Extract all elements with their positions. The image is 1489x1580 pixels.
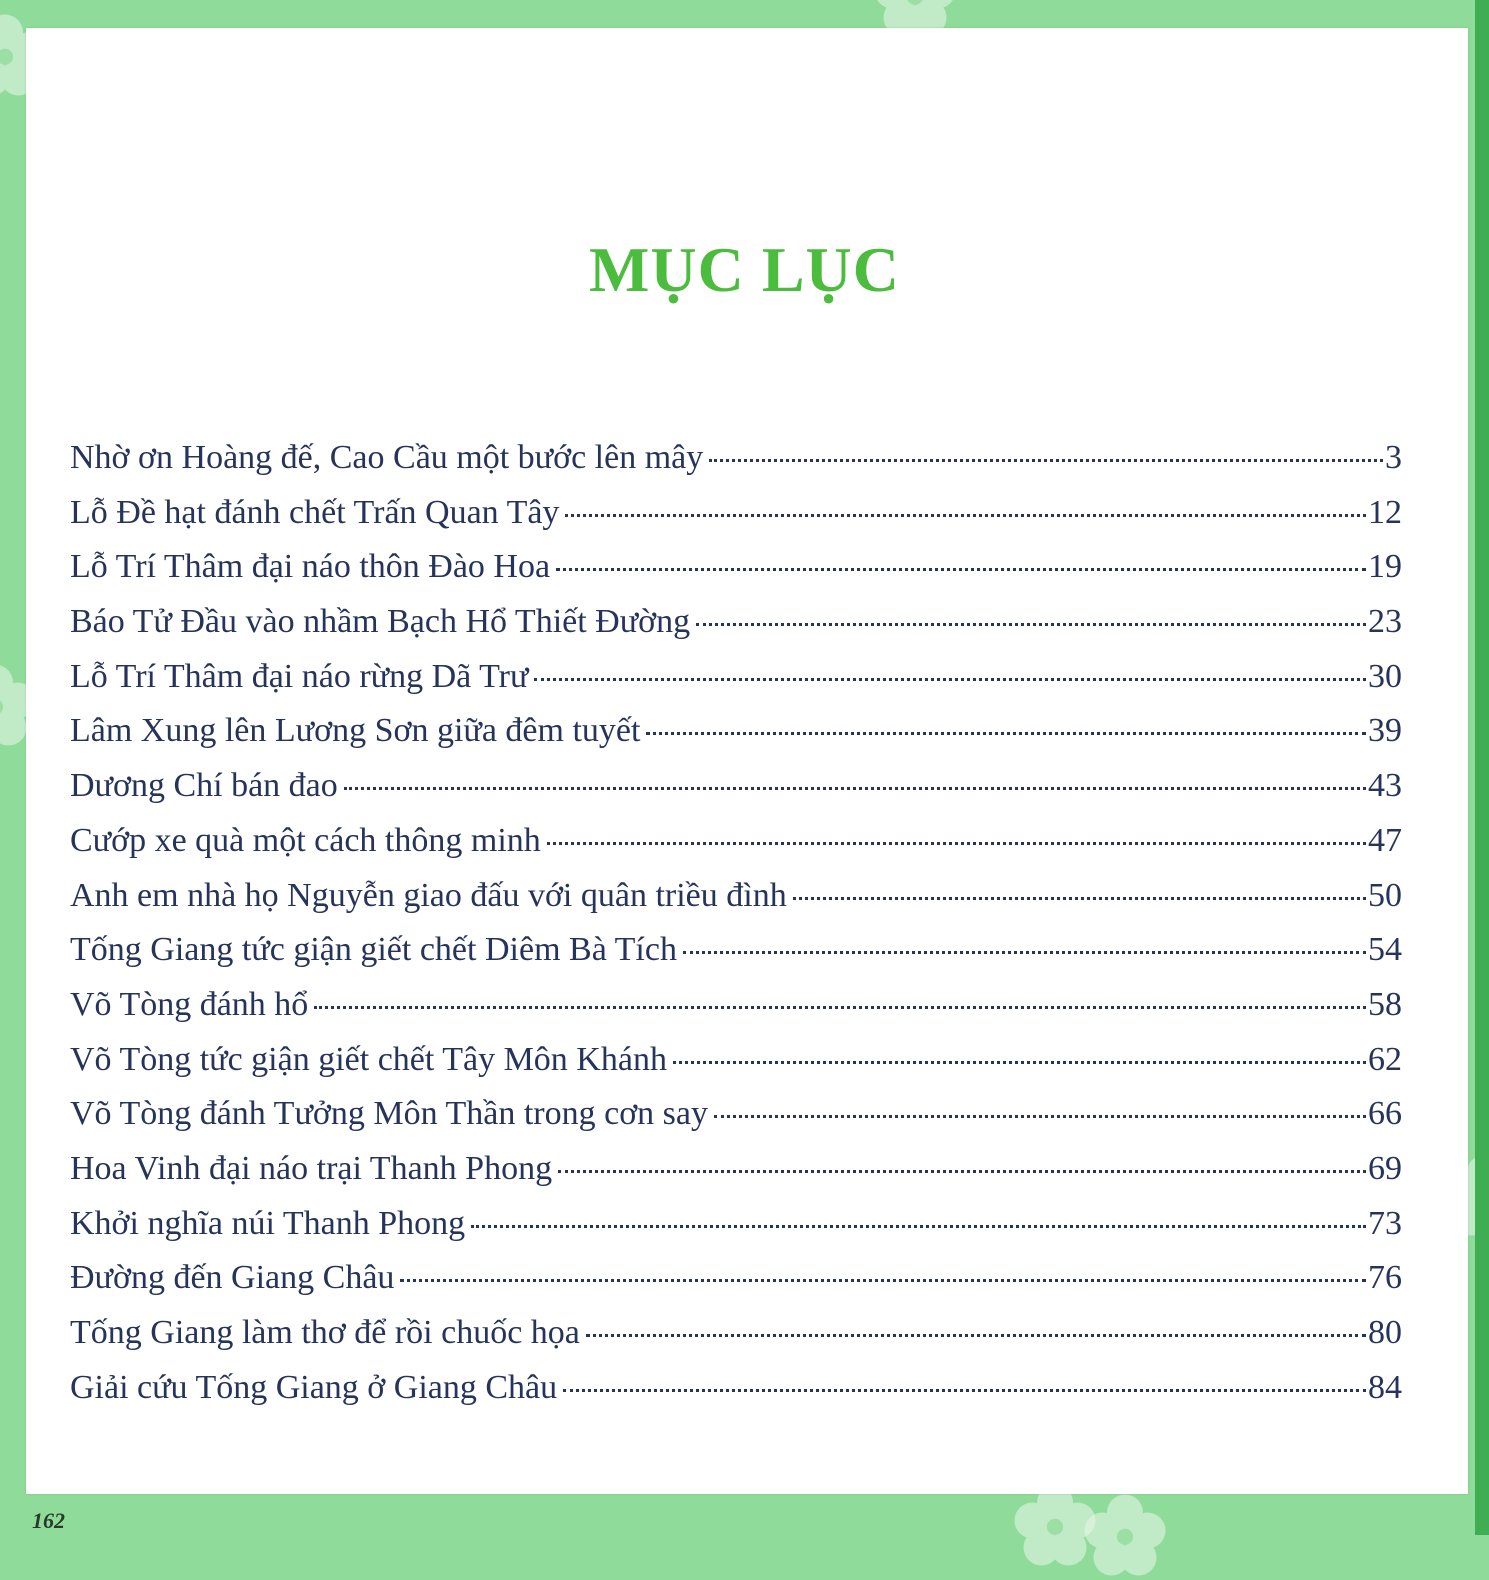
toc-entry: [70, 931, 1402, 986]
toc-entry-page: 19: [1368, 548, 1402, 586]
toc-entry-title: Dương Chí bán đao: [70, 767, 338, 805]
toc-entry-title: Báo Tử Đầu vào nhầm Bạch Hổ Thiết Đường: [70, 603, 690, 641]
toc-entry-title: Lỗ Đề hạt đánh chết Trấn Quan Tây: [70, 494, 559, 532]
toc-entry-title: Lỗ Trí Thâm đại náo thôn Đào Hoa: [70, 548, 550, 586]
dot-leader: [565, 514, 1366, 517]
page-title: MỤC LỤC: [0, 232, 1489, 309]
toc-entry: [70, 1205, 1402, 1260]
toc-entry: [70, 767, 1402, 822]
toc-entry-page: 23: [1368, 603, 1402, 641]
toc-entry-page: 39: [1368, 712, 1402, 750]
toc-entry-title: Võ Tòng đánh Tưởng Môn Thần trong cơn say: [70, 1095, 708, 1133]
dot-leader: [714, 1115, 1366, 1118]
toc-entry: [70, 439, 1402, 494]
toc-entry-title: Nhờ ơn Hoàng đế, Cao Cầu một bước lên mây: [70, 439, 703, 477]
dot-leader: [683, 951, 1366, 954]
toc-entry: [70, 548, 1402, 603]
toc-entry-page: 73: [1368, 1205, 1402, 1243]
toc-entry: [70, 603, 1402, 658]
toc-entry-title: Võ Tòng đánh hổ: [70, 986, 308, 1024]
toc-entry: [70, 1259, 1402, 1314]
toc-entry-title: Cướp xe quà một cách thông minh: [70, 822, 541, 860]
right-edge-band: [1475, 0, 1489, 1535]
dot-leader: [344, 787, 1366, 790]
toc-entry-page: 43: [1368, 767, 1402, 805]
toc-entry: [70, 986, 1402, 1041]
toc-entry: [70, 1314, 1402, 1369]
dot-leader: [646, 732, 1366, 735]
dot-leader: [673, 1061, 1366, 1064]
toc-entry-page: 12: [1368, 494, 1402, 532]
toc-entry-page: 50: [1368, 877, 1402, 915]
table-of-contents: [70, 439, 1402, 1423]
dot-leader: [314, 1006, 1366, 1009]
toc-entry-title: Tống Giang tức giận giết chết Diêm Bà Tích: [70, 931, 677, 969]
toc-entry: [70, 658, 1402, 713]
dot-leader: [558, 1170, 1366, 1173]
dot-leader: [534, 678, 1366, 681]
toc-entry-title: Hoa Vinh đại náo trại Thanh Phong: [70, 1150, 552, 1188]
toc-entry: [70, 877, 1402, 932]
toc-entry-page: 30: [1368, 658, 1402, 696]
toc-entry-title: Khởi nghĩa núi Thanh Phong: [70, 1205, 465, 1243]
toc-entry: [70, 712, 1402, 767]
dot-leader: [696, 623, 1366, 626]
toc-entry-title: Võ Tòng tức giận giết chết Tây Môn Khánh: [70, 1041, 667, 1079]
dot-leader: [400, 1279, 1366, 1282]
toc-entry-title: Lỗ Trí Thâm đại náo rừng Dã Trư: [70, 658, 528, 696]
toc-entry-title: Đường đến Giang Châu: [70, 1259, 394, 1297]
toc-entry-page: 62: [1368, 1041, 1402, 1079]
toc-entry-title: Lâm Xung lên Lương Sơn giữa đêm tuyết: [70, 712, 640, 750]
dot-leader: [793, 897, 1366, 900]
dot-leader: [563, 1389, 1366, 1392]
toc-entry-page: 47: [1368, 822, 1402, 860]
toc-entry-page: 66: [1368, 1095, 1402, 1133]
toc-entry-title: Anh em nhà họ Nguyễn giao đấu với quân triều đình: [70, 877, 787, 915]
toc-entry: [70, 1095, 1402, 1150]
flower-icon: [1080, 1490, 1170, 1580]
page-number: 162: [32, 1508, 65, 1534]
toc-entry: [70, 1041, 1402, 1096]
toc-entry-title: Giải cứu Tống Giang ở Giang Châu: [70, 1369, 557, 1407]
toc-entry-page: 54: [1368, 931, 1402, 969]
toc-entry-page: 80: [1368, 1314, 1402, 1352]
dot-leader: [471, 1225, 1366, 1228]
dot-leader: [709, 459, 1383, 462]
toc-entry: [70, 1150, 1402, 1205]
toc-entry: [70, 1369, 1402, 1424]
dot-leader: [556, 568, 1366, 571]
toc-entry-page: 84: [1368, 1369, 1402, 1407]
toc-entry-page: 69: [1368, 1150, 1402, 1188]
toc-entry-page: 3: [1385, 439, 1402, 477]
toc-entry: [70, 494, 1402, 549]
toc-entry: [70, 822, 1402, 877]
toc-entry-page: 76: [1368, 1259, 1402, 1297]
toc-entry-title: Tống Giang làm thơ để rồi chuốc họa: [70, 1314, 580, 1352]
dot-leader: [547, 842, 1366, 845]
dot-leader: [586, 1334, 1366, 1337]
toc-entry-page: 58: [1368, 986, 1402, 1024]
